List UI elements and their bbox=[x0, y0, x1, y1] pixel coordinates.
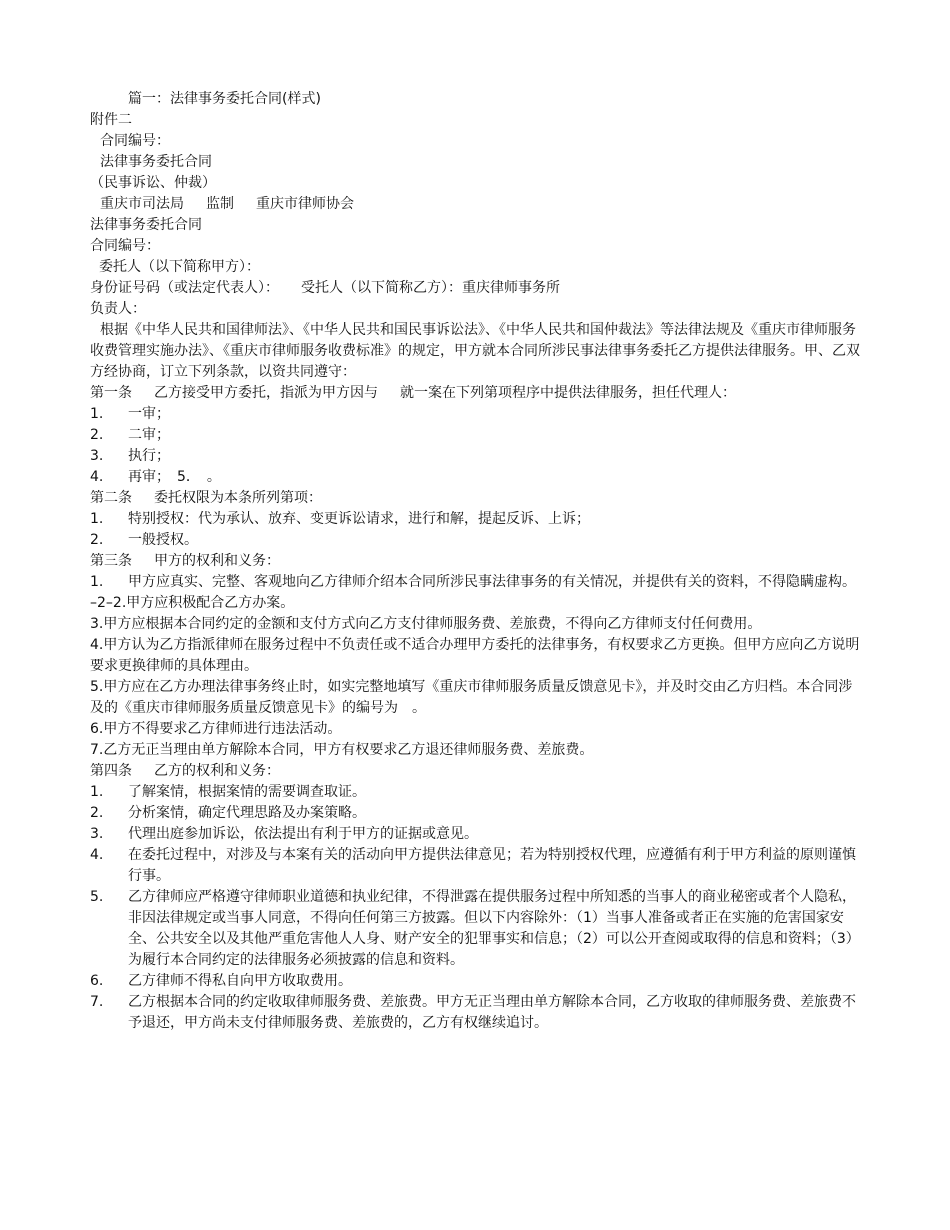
list-item: 2. 二审； bbox=[90, 427, 170, 443]
article-1-heading: 第一条 乙方接受甲方委托，指派为甲方因与 就一案在下列第项程序中提供法律服务，担任代理人： bbox=[90, 385, 736, 401]
article-3-item: –2–2.甲方应积极配合乙方办案。 bbox=[90, 595, 295, 611]
contract-type: （民事诉讼、仲裁） bbox=[90, 175, 216, 191]
contract-number-label-2: 合同编号： bbox=[90, 238, 160, 254]
article-3-item: 7.乙方无正当理由单方解除本合同，甲方有权要求乙方退还律师服务费、差旅费。 bbox=[90, 742, 594, 758]
attachment-label: 附件二 bbox=[90, 112, 132, 128]
issuer-supervise: 监制 bbox=[206, 196, 234, 212]
list-item: 3. 代理出庭参加诉讼，依法提出有利于甲方的证据或意见。 bbox=[90, 826, 478, 842]
list-item: 3. 执行； bbox=[90, 448, 170, 464]
id-label: 身份证号码（或法定代表人）： bbox=[90, 280, 279, 296]
article-2-heading: 第二条 委托权限为本条所列第项： bbox=[90, 490, 322, 506]
contract-name-2: 法律事务委托合同 bbox=[90, 217, 202, 233]
document-title: 篇一：法律事务委托合同(样式) bbox=[128, 91, 321, 107]
article-3-item: 5.甲方应在乙方办理法律事务终止时，如实完整地填写《重庆市律师服务质量反馈意见卡》，并及时交由乙方归档。本合同涉及的《重庆市律师服务质量反馈意见卡》的编号为 。 bbox=[90, 679, 853, 716]
list-item: 1. 一审； bbox=[90, 406, 170, 422]
id-trustee-line bbox=[90, 278, 865, 299]
list-item: 7. 乙方根据本合同的约定收取律师服务费、差旅费。甲方无正当理由单方解除本合同，乙方收取的律师服务费、差旅费不予退还，甲方尚未支付律师服务费、差旅费的，乙方有权继续追讨。 bbox=[90, 994, 856, 1031]
issuer-line bbox=[90, 194, 865, 215]
client-label: 委托人（以下简称甲方）： bbox=[99, 259, 260, 275]
principal-label: 负责人： bbox=[90, 301, 146, 317]
list-item: 2. 一般授权。 bbox=[90, 532, 198, 548]
document-page bbox=[90, 89, 865, 1034]
article-3-item: 4.甲方认为乙方指派律师在服务过程中不负责任或不适合办理甲方委托的法律事务，有权要求乙方更换。但甲方应向乙方说明要求更换律师的具体理由。 bbox=[90, 637, 860, 674]
article-3-item: 3.甲方应根据本合同约定的金额和支付方式向乙方支付律师服务费、差旅费，不得向乙方律师支付任何费用。 bbox=[90, 616, 762, 632]
list-item: 2. 分析案情，确定代理思路及办案策略。 bbox=[90, 805, 366, 821]
article-3-item: 6.甲方不得要求乙方律师进行违法活动。 bbox=[90, 721, 342, 737]
issuer-lawyers-association: 重庆市律师协会 bbox=[256, 196, 354, 212]
contract-name: 法律事务委托合同 bbox=[100, 154, 212, 170]
list-item: 5. 乙方律师应严格遵守律师职业道德和执业纪律，不得泄露在提供服务过程中所知悉的当事人的商业秘密或者个人隐私，非因法律规定或当事人同意，不得向任何第三方披露。但以下内容除外：（1）当事人准备或者正在实施的危害国家安全、公共安全以及其他严重危害他人人身、财产安全的犯罪事实和信息；（2）可以公开查阅或取得的信息和资料；（3）为履行本合同约定的法律服务必须披露的信息和资料。 bbox=[90, 889, 860, 968]
list-item: 6. 乙方律师不得私自向甲方收取费用。 bbox=[90, 973, 352, 989]
preamble-paragraph: 根据《中华人民共和国律师法》、《中华人民共和国民事诉讼法》、《中华人民共和国仲裁法》等法律法规及《重庆市律师服务收费管理实施办法》、《重庆市律师服务收费标准》的规定，甲方就本合同所涉民事法律事务委托乙方提供法律服务。甲、乙双方经协商，订立下列条款，以资共同遵守： bbox=[90, 322, 860, 380]
list-item: 4. 再审； 5． 。 bbox=[90, 469, 221, 485]
list-item: 1. 特别授权：代为承认、放弃、变更诉讼请求，进行和解，提起反诉、上诉； bbox=[90, 511, 590, 527]
contract-number-label: 合同编号： bbox=[100, 133, 170, 149]
list-item: 1. 甲方应真实、完整、客观地向乙方律师介绍本合同所涉民事法律事务的有关情况，并提供有关的资料，不得隐瞒虚构。 bbox=[90, 574, 856, 590]
article-4-heading: 第四条 乙方的权利和义务： bbox=[90, 763, 280, 779]
list-item: 1. 了解案情，根据案情的需要调查取证。 bbox=[90, 784, 366, 800]
issuer-justice-bureau: 重庆市司法局 bbox=[100, 196, 184, 212]
trustee-label: 受托人（以下简称乙方）：重庆律师事务所 bbox=[301, 280, 560, 296]
list-item: 4. 在委托过程中，对涉及与本案有关的活动向甲方提供法律意见；若为特别授权代理，应遵循有利于甲方利益的原则谨慎行事。 bbox=[90, 847, 856, 884]
article-3-heading: 第三条 甲方的权利和义务： bbox=[90, 553, 280, 569]
